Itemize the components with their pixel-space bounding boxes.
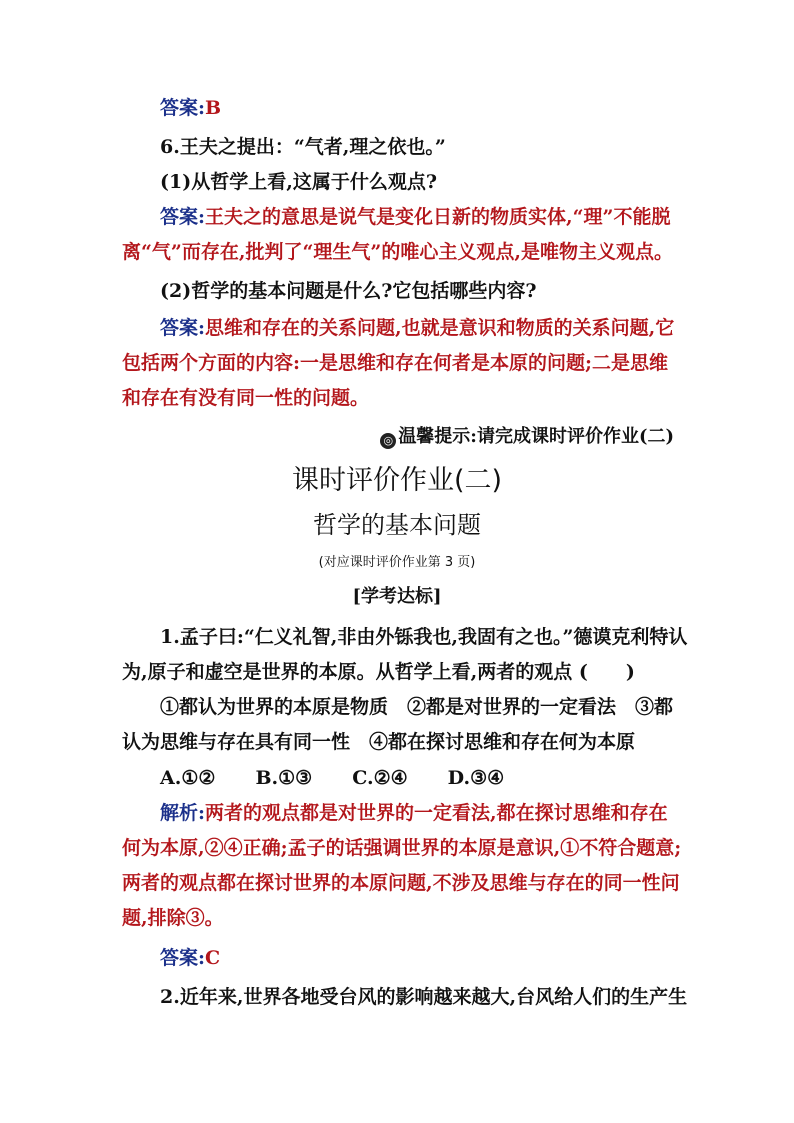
question-6-answer1-line2: 离“气”而存在,批判了“理生气”的唯心主义观点,是唯物主义观点。 (122, 241, 673, 263)
analysis-line2: 何为本原,②④正确;孟子的话强调世界的本原是意识,①不符合题意; (122, 837, 682, 859)
answer-text: 王夫之的意思是说气是变化日新的物质实体,“理”不能脱 (205, 206, 671, 228)
option-c[interactable]: C.②④ (352, 767, 408, 789)
analysis-line3: 两者的观点都在探讨世界的本原问题,不涉及思维与存在的同一性问 (122, 872, 680, 894)
homework-title: 课时评价作业(二) (291, 465, 503, 496)
question-6-stem: 6.王夫之提出：“气者,理之依也。” (160, 136, 446, 158)
tip-text: 温馨提示:请完成课时评价作业(二) (398, 426, 674, 447)
homework-page-ref: (对应课时评价作业第 3 页) (318, 555, 476, 570)
question-1-line2: 为,原子和虚空是世界的本原。从哲学上看,两者的观点 ( ) (122, 661, 635, 683)
question-6-answer2-line2: 包括两个方面的内容:一是思维和存在何者是本原的问题;二是思维 (122, 352, 669, 374)
option-b[interactable]: B.①③ (255, 767, 313, 789)
reminder-tip[interactable] (380, 424, 674, 450)
answer-label: 答案: (160, 317, 206, 339)
question-6-sub1: (1)从哲学上看,这属于什么观点? (160, 171, 437, 193)
analysis-label: 解析: (160, 802, 206, 824)
section-heading: [学考达标] (352, 586, 442, 607)
answer-label: 答案: (160, 947, 206, 969)
answer-label: 答案: (160, 97, 206, 119)
question-1-line3: ①都认为世界的本原是物质 ②都是对世界的一定看法 ③都 (160, 696, 674, 718)
answer-line-c (160, 944, 682, 972)
option-a[interactable]: A.①② (160, 767, 216, 789)
question-1-line1: 1.孟子曰:“仁义礼智,非由外铄我也,我固有之也。”德谟克利特认 (160, 626, 688, 648)
question-6-answer1-line1 (160, 203, 682, 231)
homework-subtitle: 哲学的基本问题 (313, 511, 481, 539)
answer-line (160, 94, 682, 122)
answer-value: B (205, 97, 222, 119)
analysis-line4: 题,排除③。 (122, 907, 224, 929)
answer-label: 答案: (160, 206, 206, 228)
analysis-line1 (160, 799, 682, 827)
analysis-text: 两者的观点都是对世界的一定看法,都在探讨思维和存在 (205, 802, 668, 824)
question-2-line1: 2.近年来,世界各地受台风的影响越来越大,台风给人们的生产生 (160, 986, 688, 1008)
question-1-options (160, 764, 682, 792)
question-6-sub2: (2)哲学的基本问题是什么?它包括哪些内容? (160, 280, 537, 302)
question-6-answer2-line3: 和存在有没有同一性的问题。 (122, 387, 370, 409)
option-d[interactable]: D.③④ (447, 767, 505, 789)
tip-icon: ◎ (380, 433, 396, 449)
answer-value: C (205, 947, 221, 969)
answer-text: 思维和存在的关系问题,也就是意识和物质的关系问题,它 (205, 317, 675, 339)
question-6-answer2-line1 (160, 314, 682, 342)
question-1-line4: 认为思维与存在具有同一性 ④都在探讨思维和存在何为本原 (122, 731, 636, 753)
